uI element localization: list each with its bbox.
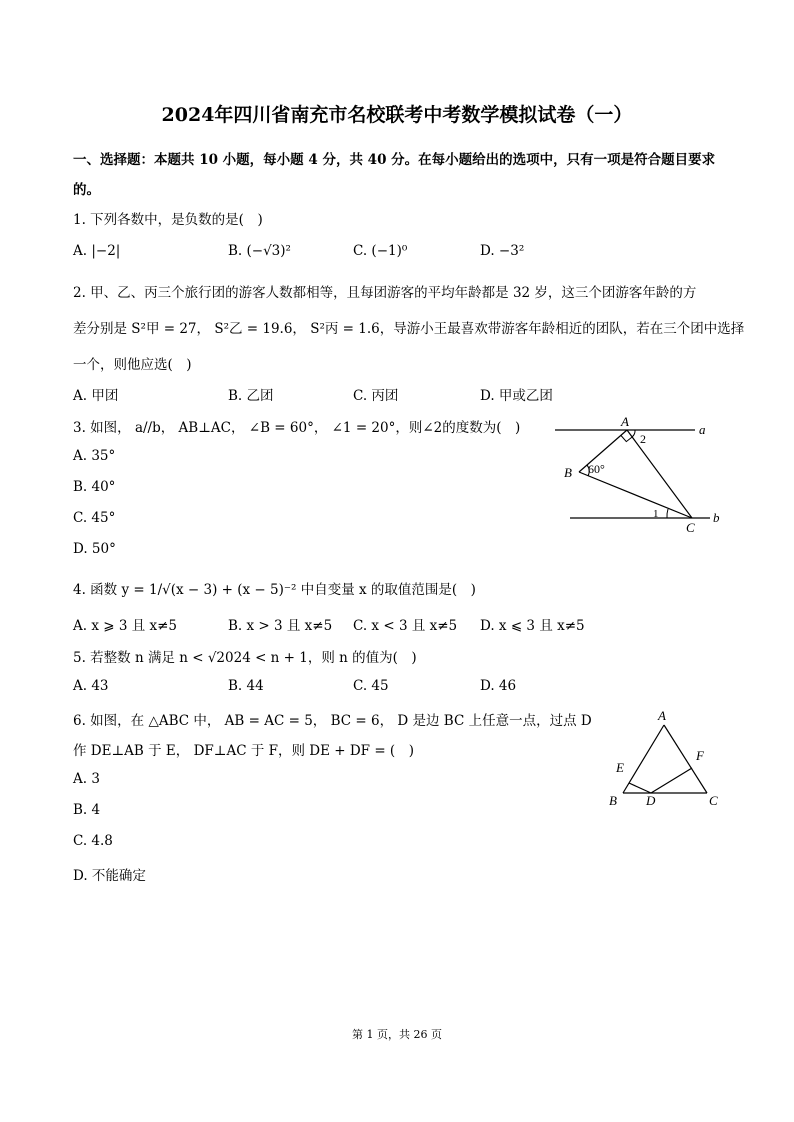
q6-label-c: C bbox=[709, 793, 718, 808]
question-6-figure bbox=[600, 705, 730, 815]
question-5-option-c: C. 45 bbox=[353, 678, 389, 694]
question-3-option-a: A. 35° bbox=[73, 448, 116, 464]
question-1-option-c: C. (−1)⁰ bbox=[353, 243, 408, 259]
question-3-figure bbox=[550, 410, 730, 540]
question-3-option-d: D. 50° bbox=[73, 541, 116, 557]
q6-label-b: B bbox=[609, 793, 617, 808]
question-4-option-c: C. x < 3 且 x≠5 bbox=[353, 618, 458, 634]
question-2-line3: 一个，则他应选( ) bbox=[73, 357, 192, 373]
question-6-option-d: D. 不能确定 bbox=[73, 868, 146, 884]
question-1-option-d: D. −3² bbox=[480, 243, 525, 259]
question-1-option-b: B. (−√3)² bbox=[228, 243, 291, 259]
question-2-option-a: A. 甲团 bbox=[73, 388, 119, 404]
page-footer: 第 1 页，共 26 页 bbox=[352, 1028, 442, 1041]
page-title: 2024年四川省南充市名校联考中考数学模拟试卷（一） bbox=[161, 104, 633, 126]
question-4-stem: 4. 函数 y = 1/√(x − 3) + (x − 5)⁻² 中自变量 x 的取值范围是( ) bbox=[73, 582, 476, 598]
question-3-stem: 3. 如图， a//b， AB⊥AC， ∠B = 60°， ∠1 = 20°，则∠2的度数为( ) bbox=[73, 420, 521, 436]
question-3-option-c: C. 45° bbox=[73, 510, 116, 526]
question-2-option-c: C. 丙团 bbox=[353, 388, 399, 404]
question-5-option-d: D. 46 bbox=[480, 678, 517, 694]
question-6-line2: 作 DE⊥AB 于 E， DF⊥AC 于 F，则 DE + DF = ( ) bbox=[73, 743, 414, 759]
question-2-line2: 差分别是 S²甲 = 27， S²乙 = 19.6， S²丙 = 1.6，导游小王最喜欢带游客年龄相近的团队，若在三个团中选择 bbox=[73, 321, 745, 337]
q3-label-b-point: B bbox=[564, 465, 572, 480]
q3-label-line-a: a bbox=[699, 422, 706, 437]
q3-label-c-point: C bbox=[686, 520, 695, 535]
question-6-option-a: A. 3 bbox=[73, 771, 100, 787]
question-5-option-a: A. 43 bbox=[73, 678, 109, 694]
question-6-option-b: B. 4 bbox=[73, 802, 101, 818]
q3-label-angle2: 2 bbox=[640, 432, 646, 446]
q6-label-d: D bbox=[646, 793, 656, 808]
q3-label-angle1: 1 bbox=[653, 508, 659, 520]
q3-label-a-point: A bbox=[621, 414, 629, 429]
section-heading-line2: 的。 bbox=[73, 182, 100, 198]
question-4-option-b: B. x > 3 且 x≠5 bbox=[228, 618, 333, 634]
question-5-option-b: B. 44 bbox=[228, 678, 264, 694]
q3-label-angle60: 60° bbox=[588, 462, 605, 476]
q6-label-a: A bbox=[658, 708, 666, 723]
question-1-stem: 1. 下列各数中，是负数的是( ) bbox=[73, 212, 263, 228]
question-6-line1: 6. 如图，在 △ABC 中， AB = AC = 5， BC = 6， D 是边 BC 上任意一点，过点 D bbox=[73, 713, 592, 729]
question-4-option-a: A. x ⩾ 3 且 x≠5 bbox=[73, 618, 178, 634]
question-2-option-b: B. 乙团 bbox=[228, 388, 274, 404]
q6-label-f: F bbox=[696, 748, 704, 763]
question-6-option-c: C. 4.8 bbox=[73, 833, 113, 849]
q3-label-line-b: b bbox=[713, 510, 720, 525]
question-2-option-d: D. 甲或乙团 bbox=[480, 388, 553, 404]
question-3-option-b: B. 40° bbox=[73, 479, 116, 495]
section-heading-line1: 一、选择题：本题共 10 小题，每小题 4 分，共 40 分。在每小题给出的选项中，只有一项是符合题目要求 bbox=[73, 152, 716, 168]
question-2-line1: 2. 甲、乙、丙三个旅行团的游客人数都相等，且每团游客的平均年龄都是 32 岁，这三个团游客年龄的方 bbox=[73, 285, 697, 301]
question-4-option-d: D. x ⩽ 3 且 x≠5 bbox=[480, 618, 585, 634]
question-5-stem: 5. 若整数 n 满足 n < √2024 < n + 1，则 n 的值为( ) bbox=[73, 650, 417, 666]
question-1-option-a: A. |−2| bbox=[73, 243, 121, 259]
q6-label-e: E bbox=[616, 760, 624, 775]
